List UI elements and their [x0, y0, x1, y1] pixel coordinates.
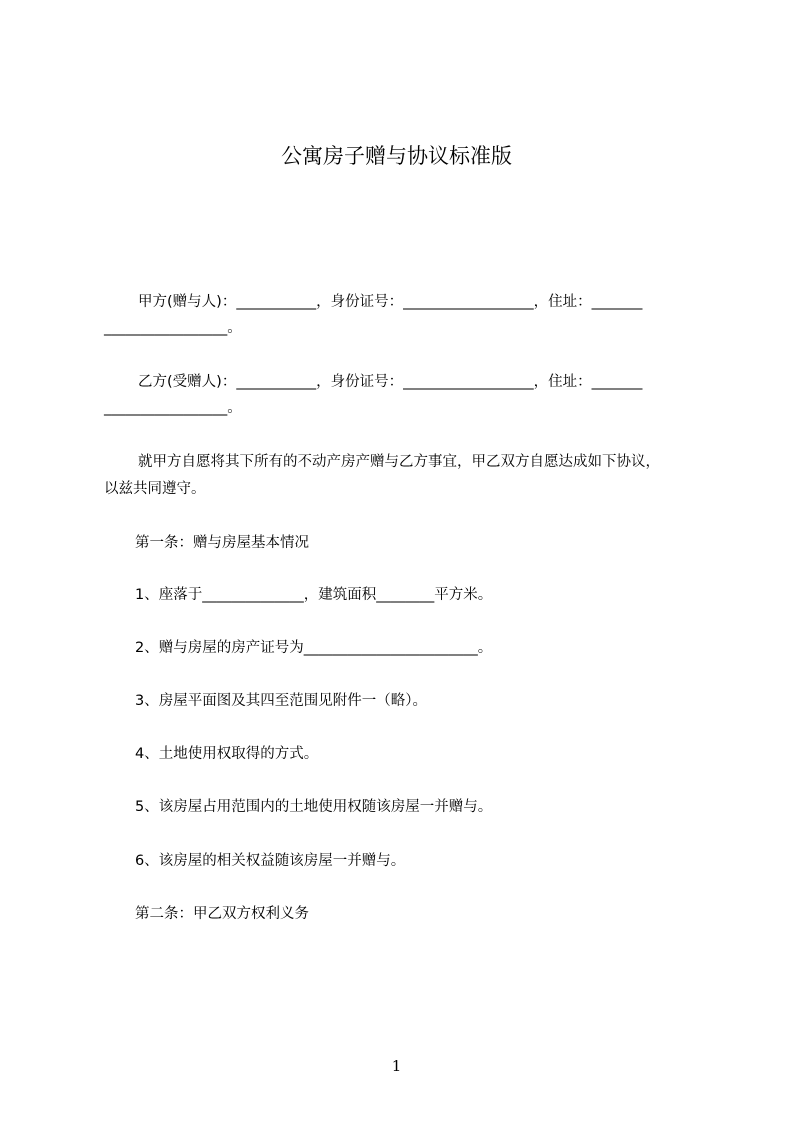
preamble-line-1: 就甲方自愿将其下所有的不动产房产赠与乙方事宜，甲乙双方自愿达成如下协议， — [138, 454, 660, 470]
article-1-item-2: 2、赠与房屋的房产证号为________________________。 — [135, 640, 493, 656]
article-1-item-3: 3、房屋平面图及其四至范围见附件一（略）。 — [135, 693, 427, 709]
party-b-line-2: _________________。 — [104, 400, 242, 416]
party-a-line-2: _________________。 — [104, 320, 242, 336]
page-number: 1 — [391, 1057, 402, 1075]
party-a-line-1: 甲方(赠与人)：___________，身份证号：__________________，住址：_______ — [138, 294, 643, 310]
article-1-item-4: 4、土地使用权取得的方式。 — [135, 746, 319, 762]
article-1-item-6: 6、该房屋的相关权益随该房屋一并赠与。 — [135, 853, 406, 869]
article-2-heading: 第二条：甲乙双方权利义务 — [135, 906, 309, 922]
party-b-line-1: 乙方(受赠人)：___________，身份证号：__________________，住址：_______ — [138, 374, 643, 390]
document-title: 公寓房子赠与协议标准版 — [281, 144, 512, 168]
article-1-item-5: 5、该房屋占用范围内的土地使用权随该房屋一并赠与。 — [135, 799, 493, 815]
article-1-item-1: 1、座落于______________，建筑面积________平方米。 — [135, 587, 493, 603]
article-1-heading: 第一条：赠与房屋基本情况 — [135, 535, 309, 551]
preamble-line-2: 以兹共同遵守。 — [104, 481, 206, 497]
